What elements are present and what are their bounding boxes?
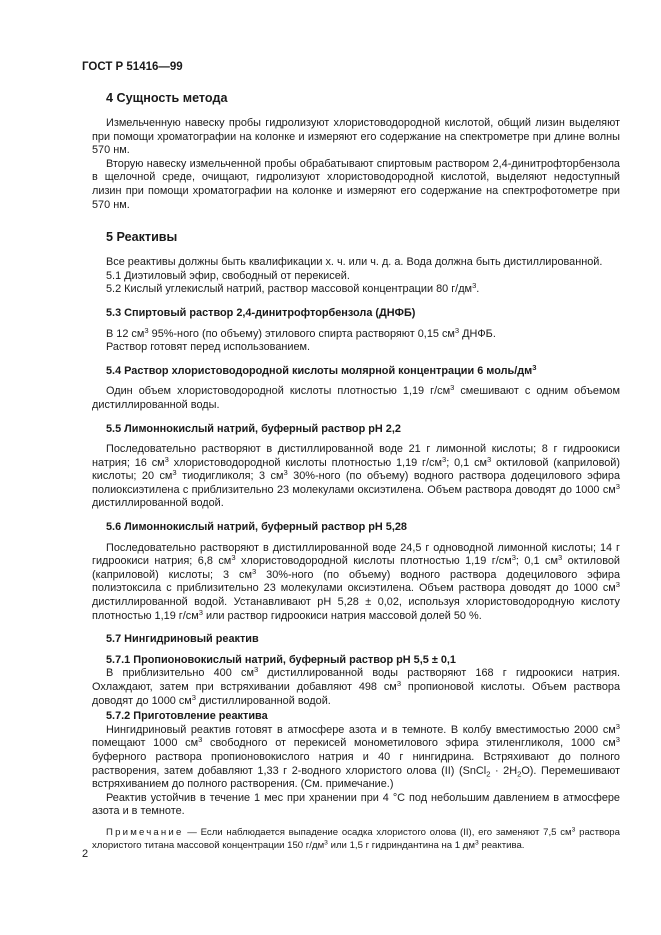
page-number: 2 bbox=[82, 848, 89, 860]
section-5-7-1-paragraph: В приблизительно 400 $см^3$ дистиллированной воды растворяют 168 г гидроокиси натрия. Охлаждают, затем при встряхивании добавляют 498 $см^3$ пропионовой кислоты. Объем раствора доводят до 1000 $см^3$ дистиллированной водой. bbox=[92, 665, 621, 707]
item-5-1: 5.1 Диэтиловый эфир, свободный от перекисей. bbox=[106, 269, 350, 282]
section-5-3-paragraph-2: Раствор готовят перед использованием. bbox=[106, 341, 311, 354]
page-content bbox=[92, 90, 620, 852]
section-5-5-title: 5.5 Лимоннокислый натрий, буферный раствор pH 2,2 bbox=[106, 422, 401, 435]
item-5-2: 5.2 Кислый углекислый натрий, раствор массовой концентрации 80 $г/дм^3$. bbox=[106, 281, 480, 296]
section-5-6-title: 5.6 Лимоннокислый натрий, буферный раствор pH 5,28 bbox=[106, 521, 407, 534]
standard-header: ГОСТ Р 51416—99 bbox=[82, 61, 183, 73]
section-4-title: 4 Сущность метода bbox=[106, 91, 228, 105]
section-5-7-2-paragraph-2: Реактив устойчив в течение 1 мес при хранении при 4 °С под небольшим давлением в атмосфере азота и в темноте. bbox=[92, 791, 620, 818]
note-label: Примечание bbox=[106, 826, 184, 838]
section-5-intro: Все реактивы должны быть квалификации х. ч. или ч. д. а. Вода должна быть дистиллированной. bbox=[106, 256, 603, 269]
section-5-5-paragraph: Последовательно растворяют в дистиллированной воде 21 г лимонной кислоты; 8 г гидроокиси натрия; 16 $см^3$ хлористоводородной кислоты плотностью 1,19 $г/см^3$; 0,1 $см^3$ октиловой (каприловой) кислоты; 20 $см^3$ тиодигликоля; 3 $см^3$ 30%-ного (по объему) водного раствора додецилового эфира полиоксиэтилена с приблизительно 23 молекулами оксиэтилена. Объем раствора доводят до 1000 $см^3$ дистиллированной водой. bbox=[92, 443, 621, 510]
section-5-3-title: 5.3 Спиртовый раствор 2,4-динитрофторбензола (ДНФБ) bbox=[106, 306, 416, 319]
section-5-7-1-title: 5.7.1 Пропионовокислый натрий, буферный раствор pH 5,5 ± 0,1 bbox=[106, 653, 456, 666]
section-5-4-title: 5.4 Раствор хлористоводородной кислоты молярной концентрации 6 моль/$дм^3$ bbox=[106, 362, 537, 377]
section-5-7-2-paragraph-1: Нингидриновый реактив готовят в атмосфере азота и в темноте. В колбу вместимостью 2000 $см^3$ помещают 1000 $см^3$ свободного от перекисей монометилового эфира этиленгликоля, 1000 $см^3$ буферного раствора пропионовокислого натрия и 40 г нингидрина. Встряхивают до полного растворения, затем добавляют 1,33 г 2-водного хлористого олова (II) (SnCl$_2$ · $2H_2O$). Перемешивают встряхиванием до полного растворения. (См. примечание.) bbox=[92, 721, 620, 791]
section-5-3-paragraph-1: В 12 $см^3$ 95%-ного (по объему) этилового спирта растворяют 0,15 $см^3$ ДНФБ. bbox=[106, 325, 496, 340]
section-5-4-paragraph: Один объем хлористоводородной кислоты плотностью 1,19 $г/см^3$ смешивают с одним объемом дистиллированной воды. bbox=[92, 383, 620, 411]
section-5-7-2-title: 5.7.2 Приготовление реактива bbox=[106, 710, 268, 723]
section-4-paragraph-2: Вторую навеску измельченной пробы обрабатывают спиртовым раствором 2,4-динитрофторбензола в щелочной среде, очищают, гидролизуют хлористоводородной кислотой, выделяют недоступный лизин при помощи хроматографии на колонке и измеряют его содержание на спектрофотометре при 570 нм. bbox=[92, 157, 620, 211]
note: Примечание — Если наблюдается выпадение осадка хлористого олова (II), его заменяют 7,5 $см^3$ раствора хлористого титана массовой концентрации 150 $г/дм^3$ или 1,5 г гидриндантина на 1 $дм^3$ реактива. bbox=[92, 826, 620, 851]
section-4-paragraph-1: Измельченную навеску пробы гидролизуют хлористоводородной кислотой, общий лизин выделяют при помощи хроматографии на колонке и измеряют его содержание на спектрометре при длине волны 570 нм. bbox=[92, 117, 620, 157]
section-5-6-paragraph: Последовательно растворяют в дистиллированной воде 24,5 г одноводной лимонной кислоты; 14 г гидроокиси натрия; 6,8 $см^3$ хлористоводородной кислоты плотностью 1,19 $г/см^3$; 0,1 $см^3$ октиловой (каприловой) кислоты; 3 $см^3$ 30%-ного (по объему) водного раствора додецилового эфира полиэтоксила с приблизительно 23 молекулами оксиэтилена. Объем раствора доводят до 1000 $см^3$ дистиллированной водой. Устанавливают pH 5,28 ± 0,02, используя хлористоводородную кислоту плотностью 1,19 $г/см^3$ или раствор гидроокиси натрия массовой долей 50 %. bbox=[92, 541, 621, 622]
section-5-7-title: 5.7 Нингидриновый реактив bbox=[106, 633, 259, 646]
section-5-title: 5 Реактивы bbox=[106, 230, 178, 245]
